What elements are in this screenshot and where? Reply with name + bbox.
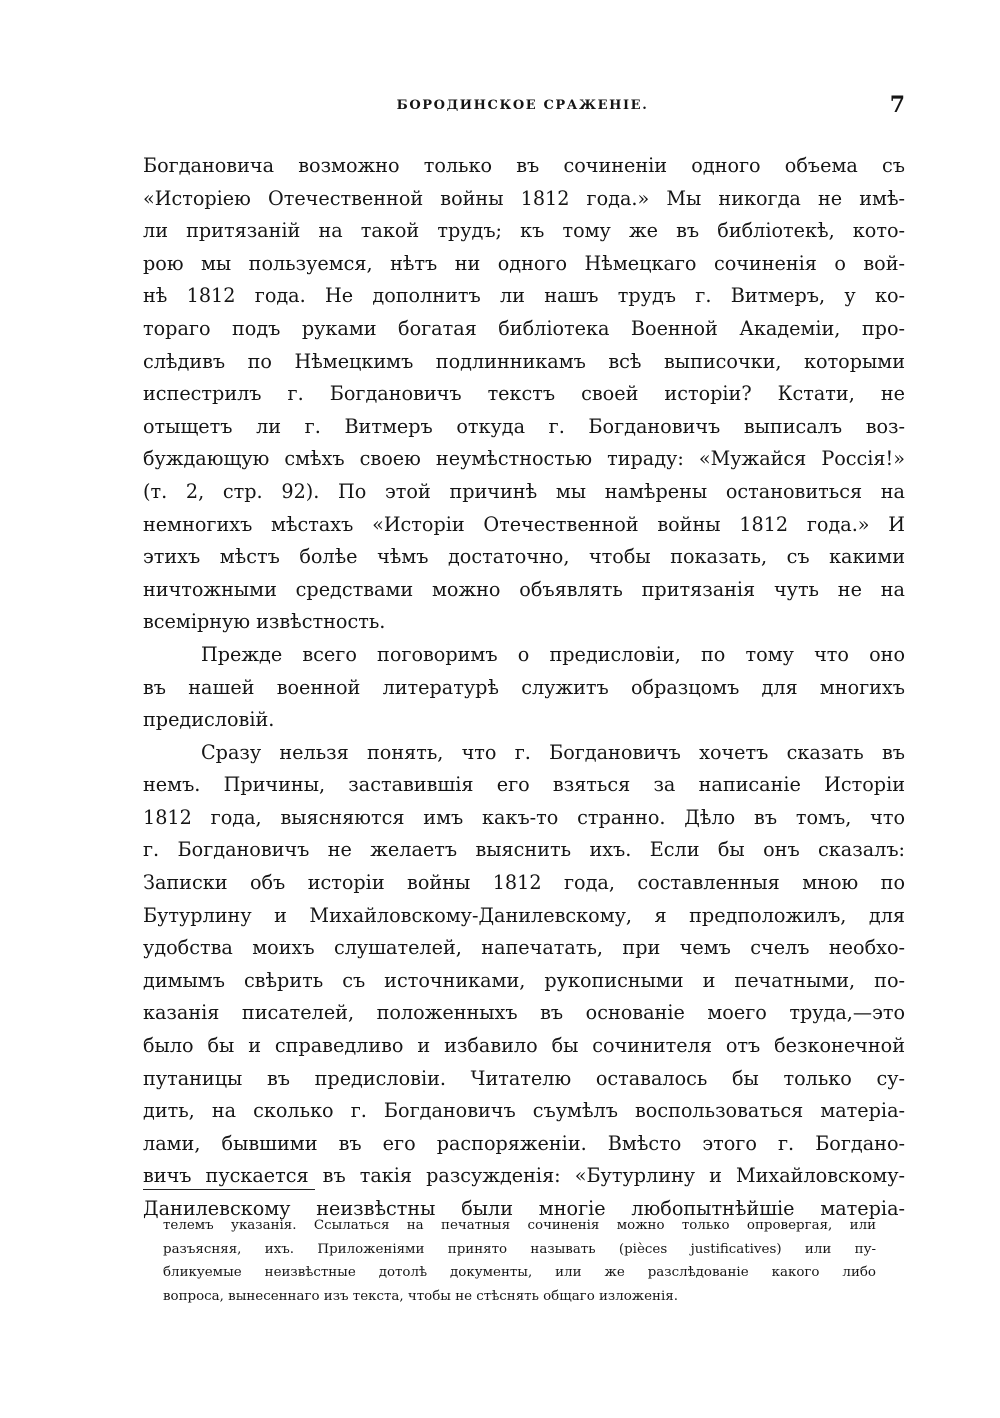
text-line: буждающую смѣхъ своею неумѣстностью тираду: «Мужайся Россія!» [143,447,905,471]
text-line: (т. 2, стр. 92). По этой причинѣ мы намѣрены остановиться на [143,479,905,503]
text-line: димымъ свѣрить съ источниками, рукописными и печатными, по- [143,968,905,992]
text-line: Записки объ исторіи войны 1812 года, составленныя мною по [143,871,905,895]
text-line: путаницы въ предисловіи. Читателю оставалось бы только су- [143,1066,905,1090]
footnotes [163,1214,876,1308]
text-line: г. Богдановичъ не желаетъ выяснить ихъ. Если бы онъ сказалъ: [143,838,905,862]
text-line: 1812 года, выясняются имъ какъ-то странно. Дѣло въ томъ, что [143,805,905,829]
text-line: нѣ 1812 года. Не дополнитъ ли нашъ трудъ г. Витмеръ, у ко- [143,284,905,308]
text-line: дить, на сколько г. Богдановичъ съумѣлъ воспользоваться матеріа- [143,1099,905,1123]
main-text [143,150,905,1226]
text-line: испестрилъ г. Богдановичъ текстъ своей исторіи? Кстати, не [143,382,905,406]
footnote-line: телемъ указанія. Ссылаться на печатныя сочиненія можно только опровергая, или [163,1218,876,1233]
text-line: предисловій. [143,708,275,732]
text-line: вичъ пускается въ такія разсужденія: «Бутурлину и Михайловскому- [143,1164,905,1188]
footnote-rule [143,1189,315,1190]
footnote-line: вопроса, вынесеннаго изъ текста, чтобы не стѣснять общаго изложенія. [163,1288,678,1304]
footnote-line: разъясняя, ихъ. Приложеніями принято называть (pièces justificatives) или пу- [163,1241,876,1257]
text-line: немъ. Причины, заставившія его взяться за написаніе Исторіи [143,773,905,797]
text-line: было бы и справедливо и избавило бы сочинителя отъ безконечной [143,1034,905,1058]
text-line: отыщетъ ли г. Витмеръ откуда г. Богдановичъ выписалъ воз- [143,414,905,438]
text-line: слѣдивъ по Нѣмецкимъ подлинникамъ всѣ выписочки, которыми [143,349,905,373]
text-line: рою мы пользуемся, нѣтъ ни одного Нѣмецкаго сочиненія о вой- [143,251,905,275]
text-line: этихъ мѣстъ болѣе чѣмъ достаточно, чтобы показать, съ какими [143,545,905,569]
text-line: Бутурлину и Михайловскому-Данилевскому, я предположилъ, для [143,903,905,927]
text-line: Данилевскому неизвѣстны были многіе любопытнѣйшіе матеріа- [143,1197,905,1220]
text-line: въ нашей военной литературѣ служитъ образцомъ для многихъ [143,675,905,699]
text-line: казанія писателей, положенныхъ въ основаніе моего труда,—это [143,1001,905,1025]
text-line: Богдановича возможно только въ сочиненіи одного объема съ [143,154,905,177]
text-line: удобства моихъ слушателей, напечатать, при чемъ счелъ необхо- [143,936,905,960]
running-title: БОРОДИНСКОЕ СРАЖЕНІЕ. [396,98,649,113]
text-line: ли притязаній на такой трудъ; къ тому же въ библіотекѣ, кото- [143,219,905,243]
text-line: «Исторіею Отечественной войны 1812 года.» Мы никогда не имѣ- [143,186,905,210]
page-number: 7 [889,92,905,118]
text-line: Сразу нельзя понять, что г. Богдановичъ хочетъ сказать въ [201,740,905,764]
footnote-line: бликуемые неизвѣстные дотолѣ документы, или же разслѣдованіе какого либо [163,1265,876,1281]
running-header [140,92,905,122]
text-line: лами, бывшими въ его распоряженіи. Вмѣсто этого г. Богдано- [143,1131,905,1155]
text-line: ничтожными средствами можно объявлять притязанія чуть не на [143,577,905,601]
text-line: немногихъ мѣстахъ «Исторіи Отечественной войны 1812 года.» И [143,512,905,536]
text-line: тораго подъ руками богатая библіотека Военной Академіи, про- [143,316,905,340]
text-line: всемірную извѣстность. [143,610,386,634]
text-line: Прежде всего поговоримъ о предисловіи, по тому что оно [201,642,905,666]
